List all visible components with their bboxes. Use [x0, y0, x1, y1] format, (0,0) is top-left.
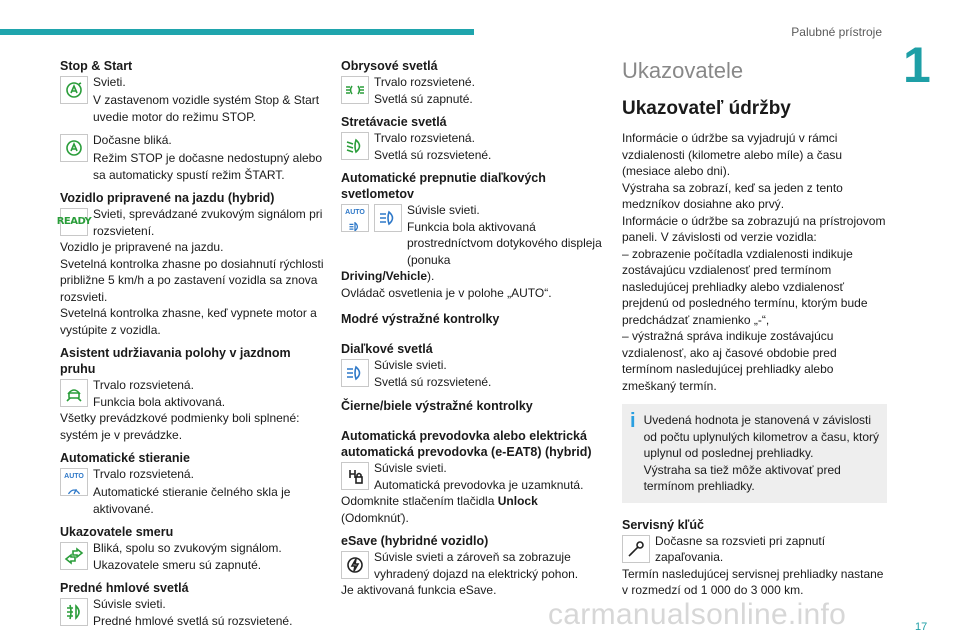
- front-fog-icon: [60, 598, 88, 626]
- entry-line: Predné hmlové svetlá sú rozsvietené.: [93, 613, 293, 628]
- entry-line: Automatické stieranie čelného skla je aktivované.: [93, 485, 291, 516]
- column-1: [56, 58, 325, 636]
- entry-line: V zastavenom vozidle systém Stop & Start uvedie motor do režimu STOP.: [93, 93, 320, 124]
- menu-after: ).: [427, 269, 435, 283]
- sidelights-icon: [341, 76, 369, 104]
- section-heading: Ukazovatele: [622, 58, 744, 83]
- auto-wipe-icon: [60, 468, 88, 496]
- entry-front-fog: [60, 580, 325, 629]
- column-2: [341, 58, 606, 606]
- entry-heading: Automatické stieranie: [60, 451, 190, 465]
- entry-lane-keeping: [60, 345, 325, 443]
- unlock-label: Unlock: [497, 494, 538, 508]
- entry-heading: Obrysové svetlá: [341, 59, 438, 73]
- turn-signals-icon: [60, 542, 88, 570]
- entry-heading: Stop & Start: [60, 59, 133, 73]
- stop-start-green-icon: [60, 76, 88, 104]
- entry-heading: eSave (hybridné vozidlo): [341, 534, 489, 548]
- auto-high-beam-icon-text: AUTO: [345, 209, 365, 216]
- entry-main-beam: [341, 341, 606, 390]
- entry-line: Funkcia bola aktivovaná prostredníctvom dotykového displeja (ponuka: [407, 219, 602, 267]
- entry-line: Trvalo rozsvietená.: [93, 467, 194, 481]
- info-icon: i: [630, 410, 636, 432]
- entry-sidelights: [341, 58, 606, 107]
- entry-heading: Diaľkové svetlá: [341, 342, 433, 356]
- entry-line: Svetlá sú rozsvietené.: [374, 147, 492, 162]
- chapter-number: 1: [903, 37, 931, 93]
- entry-line: Súvisle svieti.: [374, 461, 447, 475]
- paragraph: Výstraha sa zobrazí, keď sa jeden z tento medzníkov dosiahne ako prvý.: [622, 180, 843, 211]
- group-heading: Modré výstražné kontrolky: [341, 312, 500, 326]
- entry-auto-high-beam: [341, 170, 606, 301]
- info-note: [622, 404, 887, 503]
- menu-name: Driving/Vehicle: [341, 269, 428, 283]
- auto-wipe-icon-text: AUTO: [64, 473, 84, 480]
- note-line: Uvedená hodnota je stanovená v závislosti od počtu uplynulých kilometrov a času, ktorý uplynul od poslednej prehliadky.: [643, 413, 880, 460]
- entry-esave: [341, 533, 606, 599]
- main-beam-icon: [341, 359, 369, 387]
- entry-heading: Ukazovatele smeru: [60, 525, 174, 539]
- entry-ready: [56, 190, 325, 338]
- entry-line: Je aktivovaná funkcia eSave.: [341, 583, 497, 597]
- entry-heading: Asistent udržiavania polohy v jazdnom pruhu: [60, 346, 291, 376]
- page-number: 17: [915, 621, 928, 633]
- entry-line: Automatická prevodovka je uzamknutá.: [374, 477, 584, 492]
- paragraph: – výstražná správa indikuje zostávajúcu vzdialenosť, ako aj časové obdobie pred termínom nasledujúcej prehliadky alebo zmeškaný termín.: [622, 329, 837, 393]
- section-title: Palubné prístroje: [791, 25, 882, 39]
- entry-line: Súvisle svieti.: [93, 597, 166, 611]
- group-black-white-warnings: [341, 398, 606, 414]
- header-accent-bar: [0, 29, 474, 35]
- stop-start-green-icon: [60, 134, 88, 162]
- entry-line: Súvisle svieti.: [374, 358, 447, 372]
- entry-gearbox: [341, 428, 606, 526]
- entry-line: Svieti.: [93, 75, 126, 89]
- entry-stop-start: [60, 58, 325, 125]
- entry-line: Svetlá sú rozsvietené.: [374, 374, 492, 389]
- entry-line: Súvisle svieti.: [407, 203, 480, 217]
- note-line: Výstraha sa tiež môže aktivovať pred termínom prehliadky.: [643, 462, 841, 493]
- entry-line: (Odomknúť).: [341, 510, 409, 525]
- esave-icon: [341, 551, 369, 579]
- paragraph: Informácie o údržbe sa zobrazujú na prístrojovom paneli. V závislosti od verzie vozidla:: [622, 213, 886, 244]
- group-blue-warnings: [341, 311, 606, 327]
- service-wrench-icon: [622, 535, 650, 563]
- entry-heading: Predné hmlové svetlá: [60, 581, 189, 595]
- entry-heading: Vozidlo pripravené na jazdu (hybrid): [60, 191, 275, 205]
- entry-line: Dočasne sa rozsvieti pri zapnutí zapaľovania.: [655, 533, 826, 564]
- entry-stop-start-blink: [60, 132, 325, 183]
- entry-line: Svetelná kontrolka zhasne, keď vypnete motor a vystúpite z vozidla.: [60, 306, 317, 337]
- entry-line: Svetelná kontrolka zhasne po dosiahnutí rýchlosti približne 5 km/h a po zastavení vozidla sa znova rozsvieti.: [60, 256, 324, 304]
- entry-line: Súvisle svieti a zároveň sa zobrazuje vyhradený dojazd na elektrický pohon.: [374, 550, 579, 581]
- entry-line: Vozidlo je pripravené na jazdu.: [60, 240, 224, 254]
- main-beam-icon: [374, 204, 402, 232]
- entry-dipped-beam: [341, 114, 606, 163]
- entry-heading: Automatické prepnutie diaľkových svetlometov: [341, 171, 546, 201]
- auto-high-beam-icon: [341, 204, 369, 232]
- entry-line: Svieti, sprevádzané zvukovým signálom pri rozsvietení.: [93, 207, 323, 238]
- entry-line: Trvalo rozsvietená.: [93, 378, 194, 392]
- entry-line: Režim STOP je dočasne nedostupný alebo sa automaticky spustí režim ŠTART.: [93, 151, 323, 182]
- entry-turn-signals: [60, 524, 325, 573]
- entry-service-wrench: [622, 517, 887, 599]
- ready-icon-text: READY: [56, 215, 92, 227]
- entry-line: Dočasne bliká.: [93, 133, 172, 147]
- column-3: [622, 58, 887, 606]
- paragraph: – zobrazenie počítadla vzdialenosti indikuje zostávajúcu vzdialenosť pred termínom nasledujúcej prehliadky alebo vzdialenosť prejdenú od posledného termínu, ktorým bude predchádzať znamienko „-“,: [622, 246, 868, 327]
- lane-keeping-icon: [60, 379, 88, 407]
- entry-line: Trvalo rozsvietená.: [374, 131, 475, 145]
- ready-icon: [56, 208, 92, 236]
- subsection-heading: Ukazovateľ údržby: [622, 98, 791, 119]
- paragraph: Informácie o údržbe sa vyjadrujú v rámci vzdialenosti (kilometre alebo míle) a času (mesiace alebo dni).: [622, 131, 843, 178]
- entry-line: Trvalo rozsvietené.: [374, 75, 475, 89]
- dipped-beam-icon: [341, 132, 369, 160]
- entry-line: Odomknite stlačením tlačidla: [341, 494, 495, 508]
- group-heading: Čierne/biele výstražné kontrolky: [341, 399, 533, 413]
- watermark: carmanualsonline.info: [548, 598, 847, 631]
- gearbox-lock-icon: [341, 462, 369, 490]
- entry-line: Termín nasledujúcej servisnej prehliadky nastane v rozmedzí od 1 000 do 3 000 km.: [622, 566, 884, 597]
- entry-heading: Stretávacie svetlá: [341, 115, 447, 129]
- entry-line: Všetky prevádzkové podmienky boli splnené: systém je v prevádzke.: [60, 411, 300, 442]
- entry-line: Funkcia bola aktivovaná.: [93, 394, 226, 409]
- entry-line: Bliká, spolu so zvukovým signálom.: [93, 541, 282, 555]
- entry-line: Ovládač osvetlenia je v polohe „AUTO“.: [341, 285, 552, 300]
- entry-heading: Automatická prevodovka alebo elektrická automatická prevodovka (e-EAT8) (hybrid): [341, 429, 592, 459]
- entry-line: Ukazovatele smeru sú zapnuté.: [93, 557, 262, 572]
- entry-heading: Servisný kľúč: [622, 517, 704, 532]
- entry-auto-wipe: [60, 450, 325, 517]
- entry-line: Svetlá sú zapnuté.: [374, 91, 473, 106]
